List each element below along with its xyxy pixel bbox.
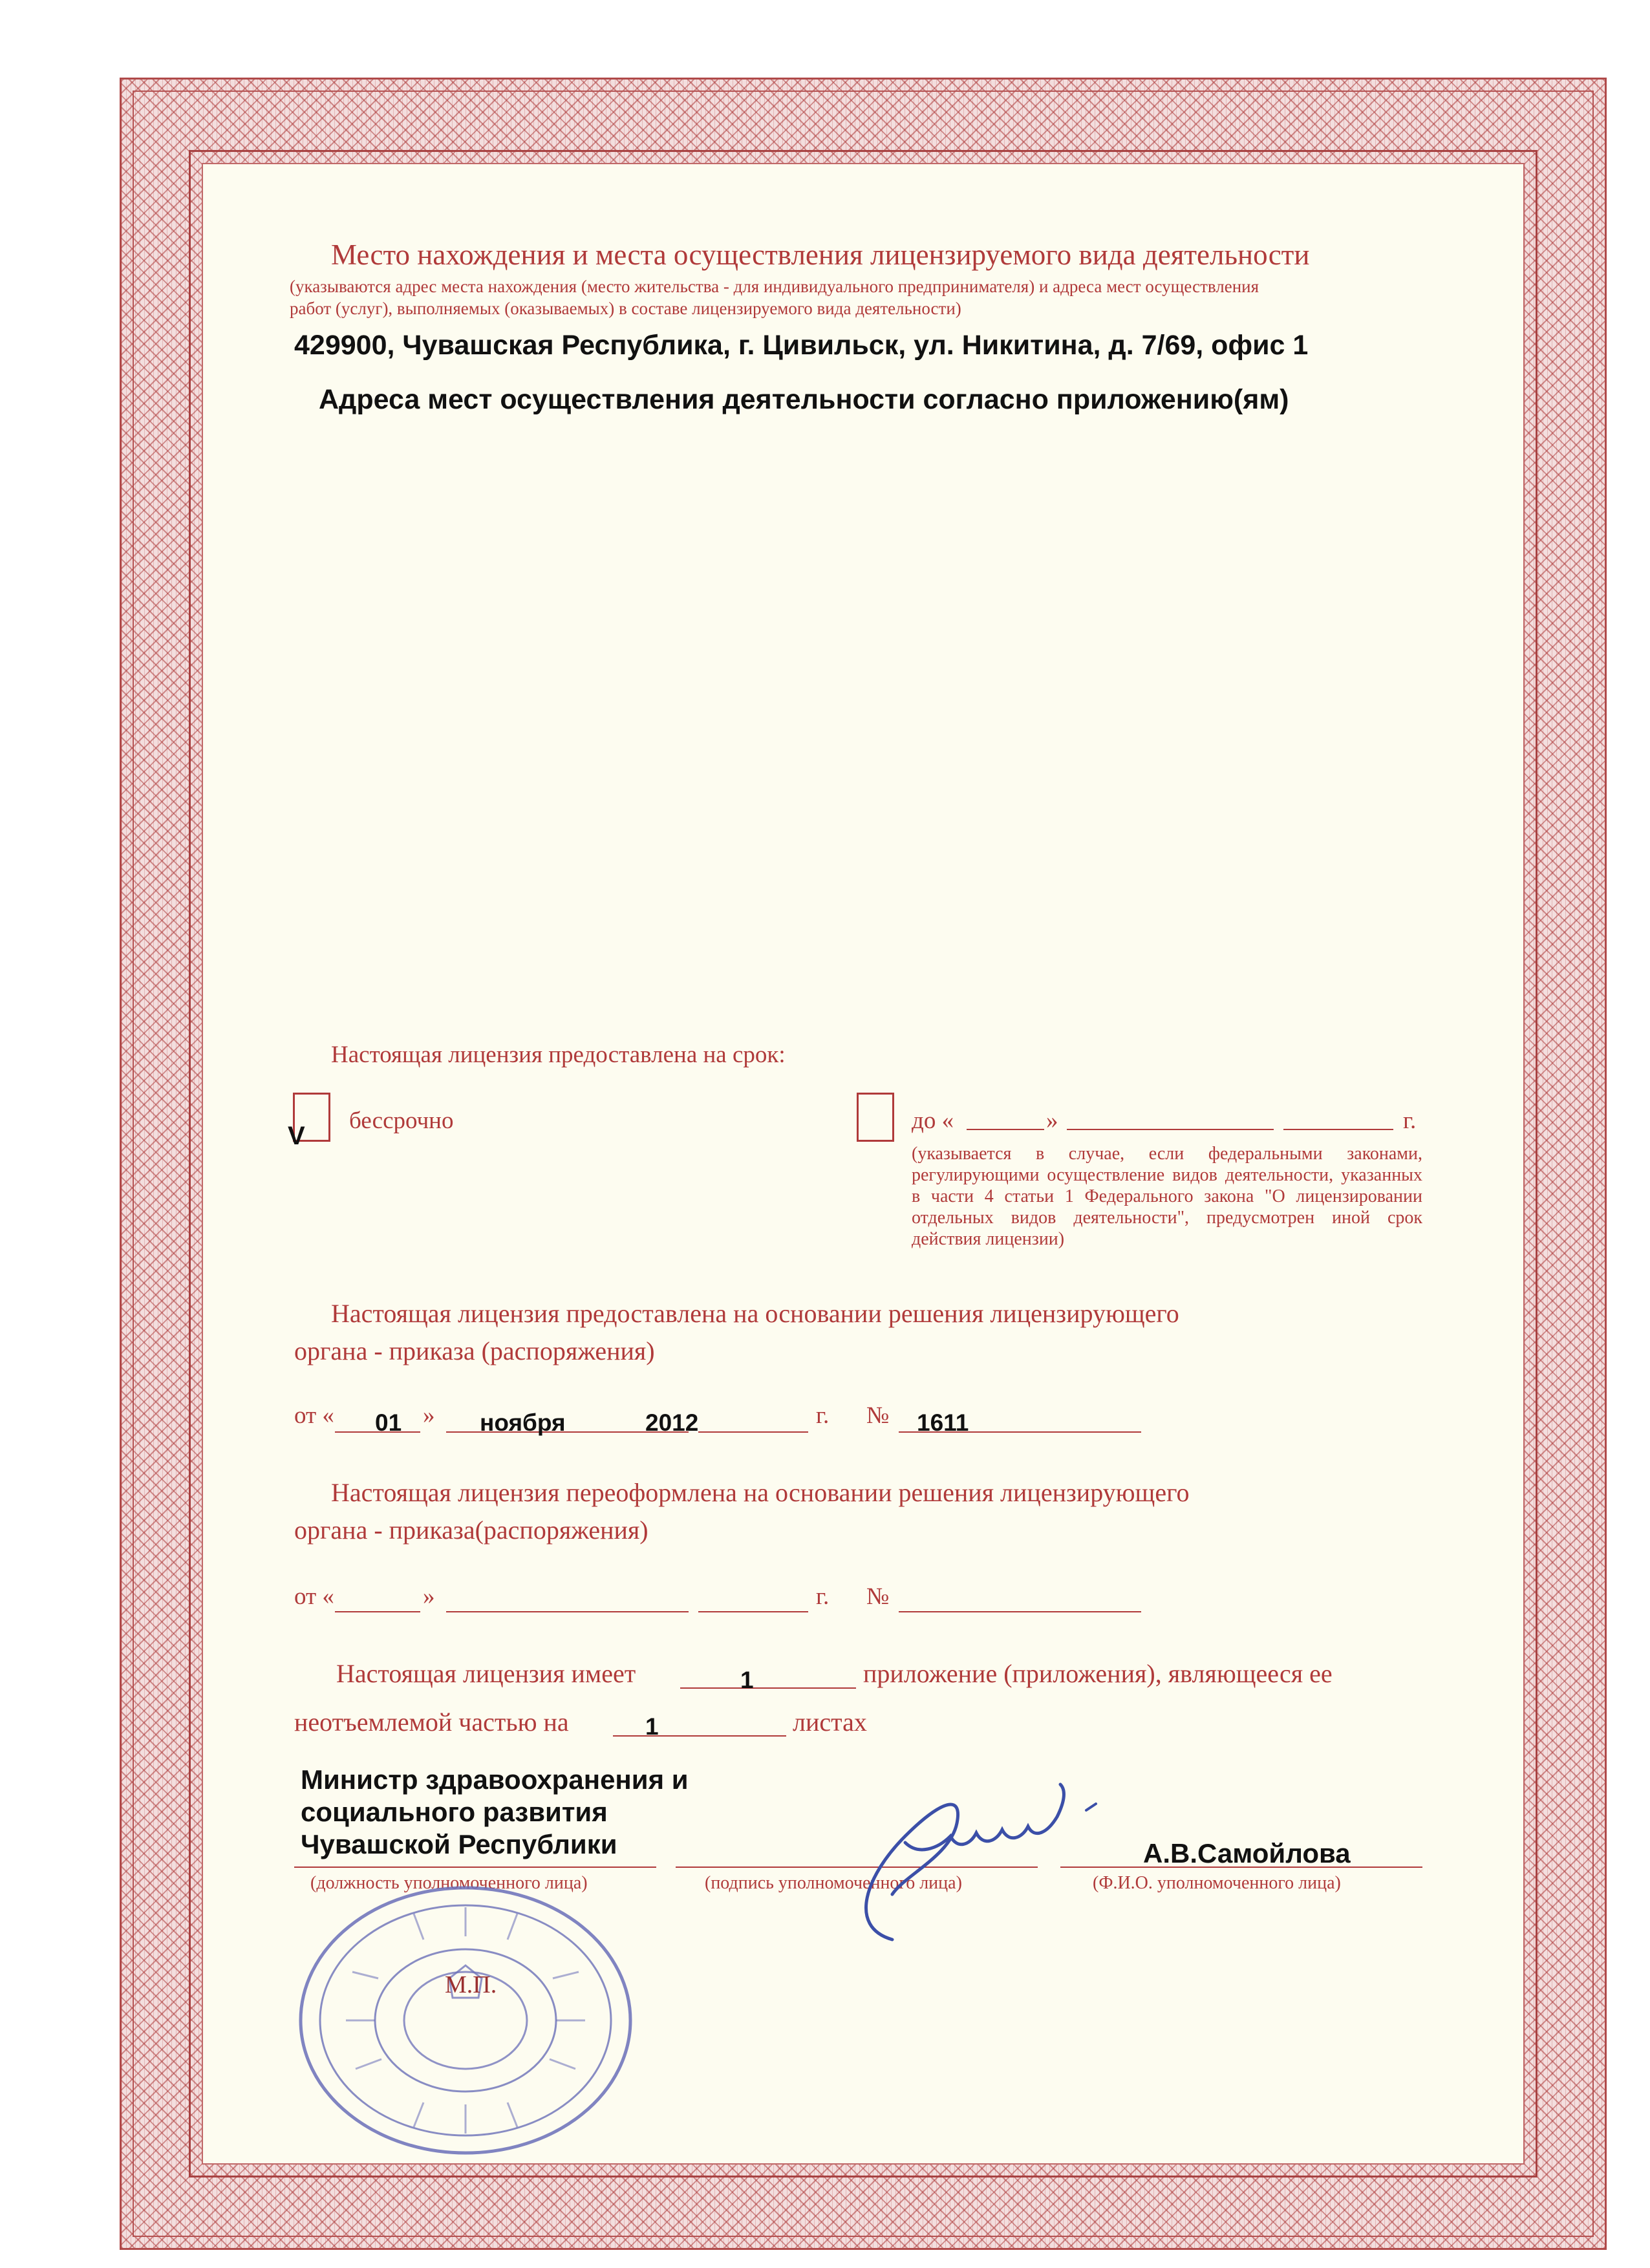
reissued-year-suffix: г. bbox=[816, 1583, 830, 1610]
official-stamp bbox=[284, 1875, 647, 2166]
appendix-line2-suffix: листах bbox=[793, 1707, 867, 1737]
reissued-quote-close: » bbox=[423, 1583, 435, 1610]
until-prefix: до « bbox=[912, 1107, 954, 1134]
reissued-number-line bbox=[899, 1611, 1141, 1612]
reissued-day-line bbox=[335, 1611, 420, 1612]
reissued-line2: органа - приказа(распоряжения) bbox=[294, 1515, 648, 1545]
handwritten-signature bbox=[808, 1765, 1144, 1959]
until-month-line bbox=[1067, 1129, 1274, 1130]
stamp-place-label: М.П. bbox=[445, 1971, 497, 1998]
granted-year: 2012 bbox=[645, 1409, 699, 1436]
appendix-count-line bbox=[680, 1687, 856, 1689]
granted-line1: Настоящая лицензия предоставлена на основании решения лицензирующего bbox=[331, 1299, 1179, 1328]
signatory-position-line1: Министр здравоохранения и bbox=[301, 1764, 689, 1795]
reissued-number-label: № bbox=[866, 1583, 890, 1610]
granted-line2: органа - приказа (распоряжения) bbox=[294, 1336, 655, 1365]
signatory-position-line3: Чувашской Республики bbox=[301, 1829, 617, 1859]
signatory-position-line2: социального развития bbox=[301, 1797, 608, 1827]
granted-month: ноября bbox=[480, 1409, 566, 1436]
caption-name: (Ф.И.О. уполномоченного лица) bbox=[1093, 1873, 1341, 1893]
position-line bbox=[294, 1867, 656, 1868]
until-checkbox bbox=[857, 1093, 894, 1142]
caption-position: (должность уполномоченного лица) bbox=[310, 1873, 588, 1893]
term-note: (указывается в случае, если федеральными законами, регулирующими осуществление видов деятельности, указанных в части 4 статьи 1 Федерального закона "О лицензировании отдельных видов деятельности", предусмотрен иной срок действия лицензии) bbox=[912, 1144, 1422, 1249]
until-year-suffix: г. bbox=[1403, 1107, 1417, 1134]
check-mark: V bbox=[288, 1122, 305, 1150]
signatory-name: А.В.Самойлова bbox=[1143, 1838, 1351, 1868]
granted-from-prefix: от « bbox=[294, 1402, 334, 1429]
granted-year-line bbox=[698, 1431, 808, 1433]
location-heading: Место нахождения и места осуществления лицензируемого вида деятельности bbox=[331, 239, 1310, 271]
appendix-line2-prefix: неотъемлемой частью на bbox=[294, 1707, 569, 1737]
reissued-year-line bbox=[698, 1611, 808, 1612]
term-label: Настоящая лицензия предоставлена на срок: bbox=[331, 1042, 786, 1068]
granted-year-suffix: г. bbox=[816, 1402, 830, 1429]
activity-addresses: Адреса мест осуществления деятельности согласно приложению(ям) bbox=[319, 384, 1289, 415]
granted-day: 01 bbox=[375, 1409, 402, 1436]
location-note-line2: работ (услуг), выполняемых (оказываемых) в составе лицензируемого вида деятельности) bbox=[290, 299, 961, 318]
until-quote-close: » bbox=[1046, 1107, 1058, 1134]
caption-signature: (подпись уполномоченного лица) bbox=[705, 1873, 962, 1893]
granted-number: 1611 bbox=[917, 1409, 969, 1436]
appendix-sheets: 1 bbox=[645, 1713, 659, 1740]
appendix-line1-prefix: Настоящая лицензия имеет bbox=[336, 1659, 636, 1688]
appendix-sheets-line bbox=[613, 1735, 786, 1737]
appendix-line1-suffix: приложение (приложения), являющееся ее bbox=[863, 1659, 1333, 1688]
location-note-line1: (указываются адрес места нахождения (место жительства - для индивидуального предпринимателя) и адреса мест осуществления bbox=[290, 277, 1259, 296]
until-day-line bbox=[967, 1129, 1044, 1130]
perpetual-label: бессрочно bbox=[349, 1107, 454, 1134]
reissued-from-prefix: от « bbox=[294, 1583, 334, 1610]
appendix-count: 1 bbox=[740, 1667, 754, 1693]
until-year-line bbox=[1283, 1129, 1393, 1130]
reissued-line1: Настоящая лицензия переоформлена на основании решения лицензирующего bbox=[331, 1478, 1190, 1507]
main-address: 429900, Чувашская Республика, г. Цивильск, ул. Никитина, д. 7/69, офис 1 bbox=[294, 330, 1309, 361]
granted-number-label: № bbox=[866, 1402, 890, 1429]
reissued-month-line bbox=[446, 1611, 689, 1612]
granted-quote-close: » bbox=[423, 1402, 435, 1429]
